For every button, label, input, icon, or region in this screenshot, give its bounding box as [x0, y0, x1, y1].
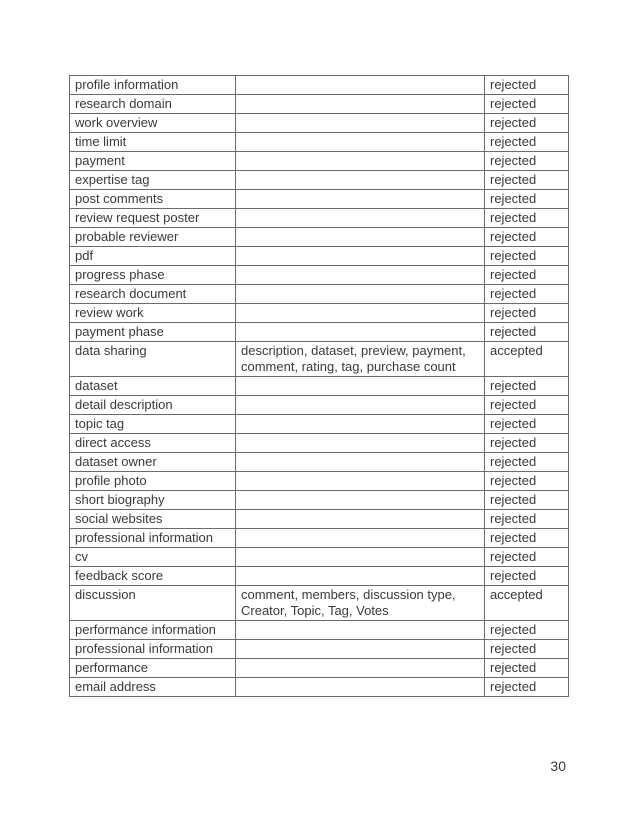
status-cell: rejected	[485, 228, 569, 247]
term-cell: dataset owner	[70, 453, 236, 472]
status-cell: rejected	[485, 548, 569, 567]
status-cell: rejected	[485, 171, 569, 190]
status-cell: rejected	[485, 133, 569, 152]
attributes-cell	[236, 171, 485, 190]
term-cell: expertise tag	[70, 171, 236, 190]
term-cell: short biography	[70, 491, 236, 510]
status-cell: rejected	[485, 377, 569, 396]
attributes-cell	[236, 209, 485, 228]
attributes-cell	[236, 472, 485, 491]
term-cell: discussion	[70, 586, 236, 621]
term-cell: profile information	[70, 76, 236, 95]
attributes-cell	[236, 285, 485, 304]
status-cell: rejected	[485, 209, 569, 228]
attributes-cell	[236, 678, 485, 697]
status-cell: rejected	[485, 567, 569, 586]
page-number: 30	[550, 758, 566, 774]
table-row	[70, 247, 569, 266]
attributes-cell	[236, 567, 485, 586]
attributes-cell: description, dataset, preview, payment, comment, rating, tag, purchase count	[236, 342, 485, 377]
term-cell: review request poster	[70, 209, 236, 228]
attributes-cell	[236, 190, 485, 209]
attributes-cell	[236, 529, 485, 548]
table-row	[70, 323, 569, 342]
status-cell: rejected	[485, 415, 569, 434]
table-row	[70, 152, 569, 171]
status-cell: accepted	[485, 342, 569, 377]
status-cell: rejected	[485, 529, 569, 548]
term-cell: dataset	[70, 377, 236, 396]
table-row	[70, 228, 569, 247]
status-cell: rejected	[485, 266, 569, 285]
attributes-cell	[236, 247, 485, 266]
term-cell: progress phase	[70, 266, 236, 285]
term-cell: email address	[70, 678, 236, 697]
attributes-cell: comment, members, discussion type, Creator, Topic, Tag, Votes	[236, 586, 485, 621]
attributes-cell	[236, 228, 485, 247]
status-cell: rejected	[485, 678, 569, 697]
status-cell: rejected	[485, 659, 569, 678]
term-cell: professional information	[70, 529, 236, 548]
term-cell: post comments	[70, 190, 236, 209]
table-row	[70, 396, 569, 415]
status-cell: rejected	[485, 190, 569, 209]
table-row	[70, 510, 569, 529]
table-row	[70, 377, 569, 396]
attributes-cell	[236, 548, 485, 567]
table-row	[70, 472, 569, 491]
status-cell: rejected	[485, 510, 569, 529]
table-row	[70, 491, 569, 510]
table-row	[70, 209, 569, 228]
table-row	[70, 342, 569, 377]
term-cell: research document	[70, 285, 236, 304]
attributes-cell	[236, 95, 485, 114]
status-cell: rejected	[485, 396, 569, 415]
attributes-cell	[236, 396, 485, 415]
status-cell: rejected	[485, 304, 569, 323]
term-cell: direct access	[70, 434, 236, 453]
status-cell: rejected	[485, 621, 569, 640]
term-cell: probable reviewer	[70, 228, 236, 247]
term-cell: social websites	[70, 510, 236, 529]
status-cell: rejected	[485, 95, 569, 114]
table-row	[70, 76, 569, 95]
table-row	[70, 567, 569, 586]
table-row	[70, 190, 569, 209]
term-cell: professional information	[70, 640, 236, 659]
term-cell: feedback score	[70, 567, 236, 586]
table-row	[70, 434, 569, 453]
table-row	[70, 415, 569, 434]
table-row	[70, 453, 569, 472]
term-cell: work overview	[70, 114, 236, 133]
status-cell: accepted	[485, 586, 569, 621]
attributes-cell	[236, 640, 485, 659]
attributes-cell	[236, 491, 485, 510]
table-row	[70, 114, 569, 133]
attributes-cell	[236, 76, 485, 95]
term-status-table	[69, 75, 569, 697]
term-cell: performance	[70, 659, 236, 678]
status-cell: rejected	[485, 323, 569, 342]
attributes-cell	[236, 434, 485, 453]
attributes-cell	[236, 377, 485, 396]
table-row	[70, 95, 569, 114]
status-cell: rejected	[485, 152, 569, 171]
status-cell: rejected	[485, 434, 569, 453]
status-cell: rejected	[485, 76, 569, 95]
table-row	[70, 171, 569, 190]
attributes-cell	[236, 659, 485, 678]
attributes-cell	[236, 304, 485, 323]
term-cell: payment phase	[70, 323, 236, 342]
table-row	[70, 285, 569, 304]
term-cell: detail description	[70, 396, 236, 415]
attributes-cell	[236, 621, 485, 640]
status-cell: rejected	[485, 247, 569, 266]
status-cell: rejected	[485, 491, 569, 510]
attributes-cell	[236, 266, 485, 285]
attributes-cell	[236, 323, 485, 342]
attributes-cell	[236, 415, 485, 434]
table-row	[70, 586, 569, 621]
attributes-cell	[236, 114, 485, 133]
table-row	[70, 548, 569, 567]
term-cell: research domain	[70, 95, 236, 114]
status-cell: rejected	[485, 640, 569, 659]
term-cell: time limit	[70, 133, 236, 152]
term-cell: data sharing	[70, 342, 236, 377]
attributes-cell	[236, 133, 485, 152]
table-row	[70, 640, 569, 659]
table-row	[70, 659, 569, 678]
term-cell: review work	[70, 304, 236, 323]
status-cell: rejected	[485, 285, 569, 304]
term-cell: payment	[70, 152, 236, 171]
table-row	[70, 133, 569, 152]
term-cell: cv	[70, 548, 236, 567]
term-cell: profile photo	[70, 472, 236, 491]
status-cell: rejected	[485, 472, 569, 491]
attributes-cell	[236, 510, 485, 529]
table-row	[70, 304, 569, 323]
term-cell: topic tag	[70, 415, 236, 434]
table-row	[70, 266, 569, 285]
status-cell: rejected	[485, 453, 569, 472]
status-cell: rejected	[485, 114, 569, 133]
attributes-cell	[236, 453, 485, 472]
table-row	[70, 678, 569, 697]
term-cell: performance information	[70, 621, 236, 640]
term-cell: pdf	[70, 247, 236, 266]
table-row	[70, 621, 569, 640]
attributes-cell	[236, 152, 485, 171]
table-body	[70, 76, 569, 697]
table-row	[70, 529, 569, 548]
